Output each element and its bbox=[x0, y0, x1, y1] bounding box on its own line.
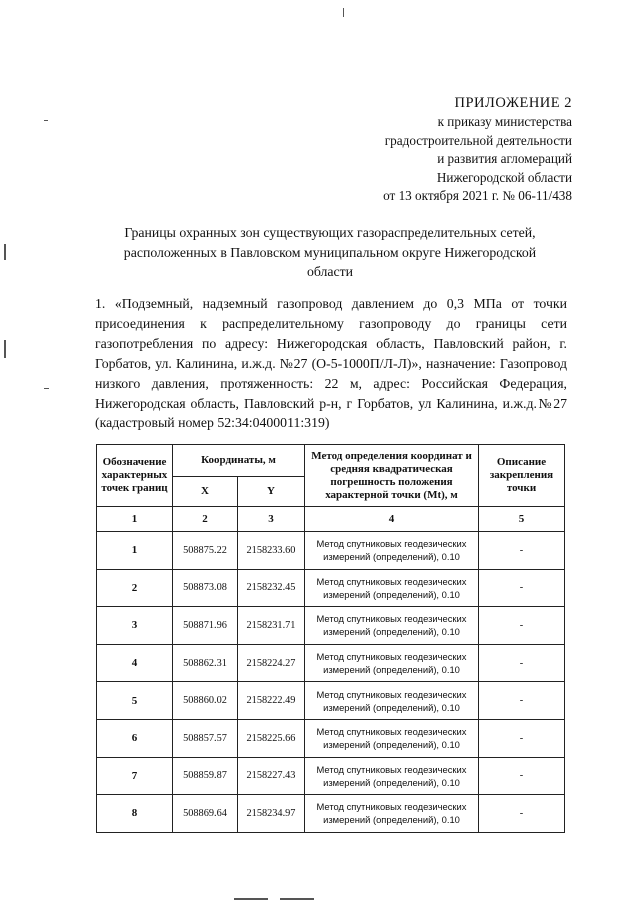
coord-y: 2158234.97 bbox=[238, 795, 305, 833]
point-id: 8 bbox=[97, 795, 173, 833]
desc-cell: - bbox=[479, 757, 565, 795]
method-cell: Метод спутниковых геодезических измерений (определений), 0.10 bbox=[305, 644, 479, 682]
header-line: Нижегородской области bbox=[436, 169, 572, 185]
col-header-method: Метод определения координат и средняя квадратическая погрешность положения характерной точки (Mt), м bbox=[305, 445, 479, 507]
desc-cell: - bbox=[479, 569, 565, 607]
point-id: 3 bbox=[97, 607, 173, 645]
table-row bbox=[97, 757, 565, 795]
document-heading: Границы охранных зон существующих газораспределительных сетей, расположенных в Павловском муниципальном округе Нижегородской области bbox=[123, 225, 537, 279]
scan-mark bbox=[44, 120, 48, 121]
col-number: 1 bbox=[97, 507, 173, 532]
table-row bbox=[97, 607, 565, 645]
coord-y: 2158232.45 bbox=[238, 569, 305, 607]
col-number: 4 bbox=[305, 507, 479, 532]
col-header-coords: Координаты, м bbox=[173, 445, 305, 477]
table-row bbox=[97, 569, 565, 607]
coord-x: 508875.22 bbox=[173, 532, 238, 570]
coord-x: 508862.31 bbox=[173, 644, 238, 682]
point-id: 1 bbox=[97, 532, 173, 570]
col-number: 2 bbox=[173, 507, 238, 532]
point-id: 5 bbox=[97, 682, 173, 720]
header-line: к приказу министерства bbox=[437, 114, 572, 130]
method-cell: Метод спутниковых геодезических измерений (определений), 0.10 bbox=[305, 569, 479, 607]
point-id: 2 bbox=[97, 569, 173, 607]
desc-cell: - bbox=[479, 682, 565, 720]
coord-x: 508869.64 bbox=[173, 795, 238, 833]
col-header-x: X bbox=[173, 477, 238, 507]
coord-x: 508859.87 bbox=[173, 757, 238, 795]
method-cell: Метод спутниковых геодезических измерений (определений), 0.10 bbox=[305, 795, 479, 833]
col-number: 3 bbox=[238, 507, 305, 532]
scan-mark bbox=[4, 244, 6, 260]
appendix-title: ПРИЛОЖЕНИЕ 2 bbox=[454, 95, 572, 111]
scan-mark bbox=[343, 8, 344, 17]
method-cell: Метод спутниковых геодезических измерений (определений), 0.10 bbox=[305, 682, 479, 720]
desc-cell: - bbox=[479, 644, 565, 682]
document-header bbox=[383, 94, 572, 205]
scan-mark bbox=[234, 898, 268, 900]
col-header-desc: Описание закрепления точки bbox=[479, 445, 565, 507]
point-id: 6 bbox=[97, 719, 173, 757]
desc-cell: - bbox=[479, 532, 565, 570]
desc-cell: - bbox=[479, 795, 565, 833]
coord-y: 2158231.71 bbox=[238, 607, 305, 645]
table-row bbox=[97, 532, 565, 570]
desc-cell: - bbox=[479, 607, 565, 645]
object-description: 1. «Подземный, надземный газопровод давлением до 0,3 МПа от точки присоединения к распределительному газопроводу до границы сети газопотребления по адресу: Нижегородская область, Павловский район, г. Горбатов, ул. Калинина, и.ж.д. №27 (О-5-1000П/Л-Л)», назначение: Газопровод низкого давления, протяженность: 22 м, адрес: Российская Федерация, Нижегородская область, Павловский р-н, г Горбатов, ул Калинина, и.ж.д.№27 (кадастровый номер 52:34:0400011:319) bbox=[95, 296, 567, 431]
scan-mark bbox=[280, 898, 314, 900]
header-line: от 13 октября 2021 г. № 06-11/438 bbox=[383, 188, 572, 204]
table-row bbox=[97, 719, 565, 757]
table-row bbox=[97, 644, 565, 682]
coordinates-table bbox=[96, 444, 565, 833]
coord-x: 508860.02 bbox=[173, 682, 238, 720]
col-header-points: Обозначение характерных точек границ bbox=[97, 445, 173, 507]
method-cell: Метод спутниковых геодезических измерений (определений), 0.10 bbox=[305, 607, 479, 645]
desc-cell: - bbox=[479, 719, 565, 757]
point-id: 4 bbox=[97, 644, 173, 682]
coord-y: 2158222.49 bbox=[238, 682, 305, 720]
header-line: и развития агломераций bbox=[437, 151, 572, 167]
coord-y: 2158233.60 bbox=[238, 532, 305, 570]
method-cell: Метод спутниковых геодезических измерений (определений), 0.10 bbox=[305, 532, 479, 570]
table-row bbox=[97, 682, 565, 720]
coord-y: 2158224.27 bbox=[238, 644, 305, 682]
scan-mark bbox=[4, 340, 6, 358]
col-number: 5 bbox=[479, 507, 565, 532]
col-header-y: Y bbox=[238, 477, 305, 507]
coord-y: 2158225.66 bbox=[238, 719, 305, 757]
coord-x: 508873.08 bbox=[173, 569, 238, 607]
scan-mark bbox=[44, 388, 49, 389]
coord-x: 508857.57 bbox=[173, 719, 238, 757]
method-cell: Метод спутниковых геодезических измерений (определений), 0.10 bbox=[305, 719, 479, 757]
coord-x: 508871.96 bbox=[173, 607, 238, 645]
coord-y: 2158227.43 bbox=[238, 757, 305, 795]
table-row bbox=[97, 795, 565, 833]
method-cell: Метод спутниковых геодезических измерений (определений), 0.10 bbox=[305, 757, 479, 795]
header-line: градостроительной деятельности bbox=[384, 132, 572, 148]
point-id: 7 bbox=[97, 757, 173, 795]
